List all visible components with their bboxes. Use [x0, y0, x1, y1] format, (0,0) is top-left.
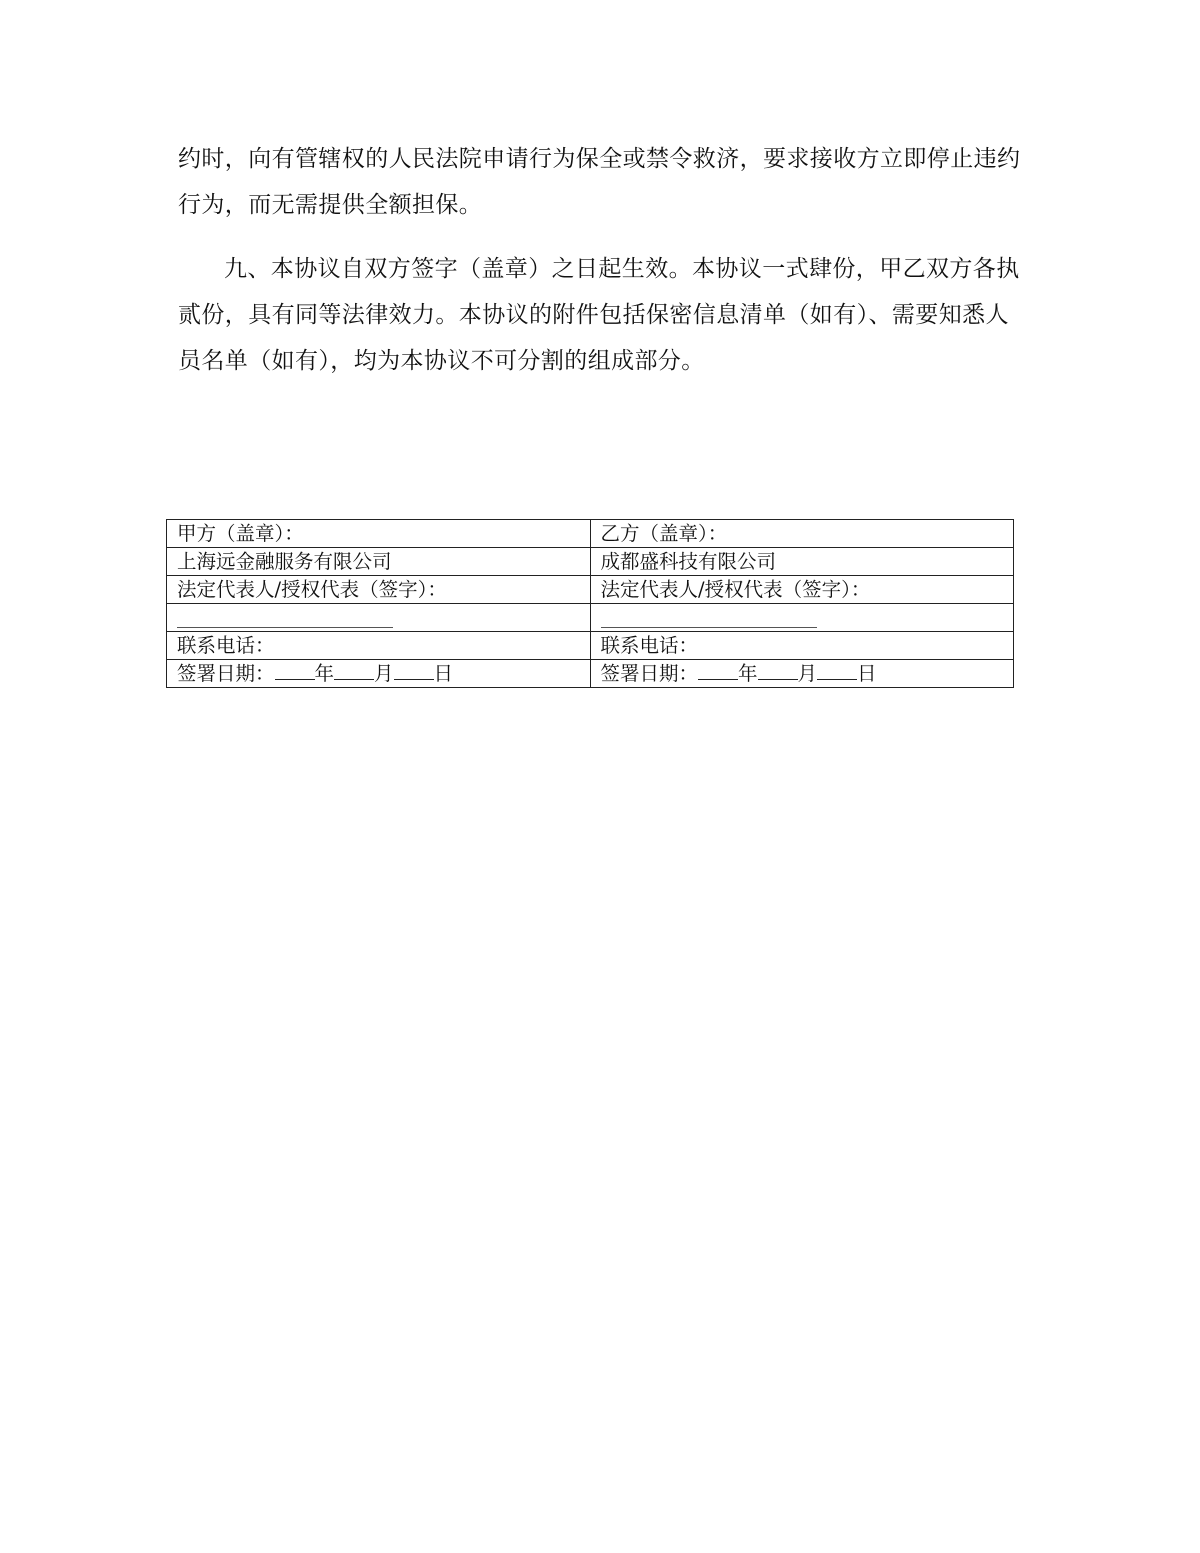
- year-blank: [275, 661, 315, 680]
- table-row: [167, 576, 1014, 604]
- table-row: [167, 660, 1014, 688]
- paragraph-line: 行为，而无需提供全额担保。: [178, 192, 483, 218]
- paragraph-line: 员名单（如有），均为本协议不可分割的组成部分。: [178, 348, 705, 374]
- paragraph-line: 约时，向有管辖权的人民法院申请行为保全或禁令救济，要求接收方立即停止违约: [178, 146, 1021, 172]
- party-b-seal-cell: [590, 520, 1014, 548]
- table-row: [167, 548, 1014, 576]
- party-a-name: 上海远金融服务有限公司: [177, 550, 392, 573]
- day-label: 日: [857, 662, 877, 685]
- month-label: 月: [797, 662, 818, 685]
- paragraph-injunction-clause: [178, 136, 1024, 228]
- party-b-name-cell: [590, 548, 1014, 576]
- day-blank: [817, 661, 857, 680]
- party-b-rep-label: 法定代表人/授权代表（签字）：: [600, 578, 871, 601]
- paragraph-line: 九、本协议自双方签字（盖章）之日起生效。本协议一式肆份，甲乙双方各执: [224, 256, 1020, 282]
- party-b-signature-cell: [590, 604, 1014, 632]
- month-blank: [758, 661, 798, 680]
- table-row: [167, 520, 1014, 548]
- paragraph-line: 贰份，具有同等法律效力。本协议的附件包括保密信息清单（如有）、需要知悉人: [178, 302, 1009, 328]
- party-a-name-cell: [167, 548, 591, 576]
- table-row: [167, 604, 1014, 632]
- month-label: 月: [374, 662, 394, 685]
- year-label: 年: [738, 662, 758, 685]
- party-a-phone-label: 联系电话：: [177, 634, 275, 657]
- party-b-seal-label: 乙方（盖章）：: [600, 522, 728, 545]
- party-b-name: 成都盛科技有限公司: [600, 550, 777, 573]
- party-a-seal-label: 甲方（盖章）：: [177, 522, 304, 545]
- signature-table: [166, 519, 1014, 688]
- party-b-phone-label: 联系电话：: [600, 634, 699, 657]
- paragraph-effectiveness-clause: [178, 246, 1024, 384]
- day-label: 日: [433, 662, 454, 685]
- month-blank: [334, 661, 374, 680]
- party-a-signature-line: [177, 609, 393, 628]
- party-a-rep-cell: [167, 576, 591, 604]
- party-b-date-cell: [590, 660, 1014, 688]
- year-label: 年: [314, 662, 335, 685]
- day-blank: [394, 661, 434, 680]
- party-a-signature-cell: [167, 604, 591, 632]
- party-a-seal-cell: [167, 520, 591, 548]
- party-b-signature-line: [601, 609, 817, 628]
- party-a-rep-label: 法定代表人/授权代表（签字）：: [177, 578, 447, 601]
- party-a-date-cell: [167, 660, 591, 688]
- party-b-phone-cell: [590, 632, 1014, 660]
- party-b-date-label: 签署日期：: [600, 662, 699, 685]
- party-a-date-label: 签署日期：: [177, 662, 275, 685]
- party-b-rep-cell: [590, 576, 1014, 604]
- party-a-phone-cell: [167, 632, 591, 660]
- year-blank: [698, 661, 738, 680]
- table-row: [167, 632, 1014, 660]
